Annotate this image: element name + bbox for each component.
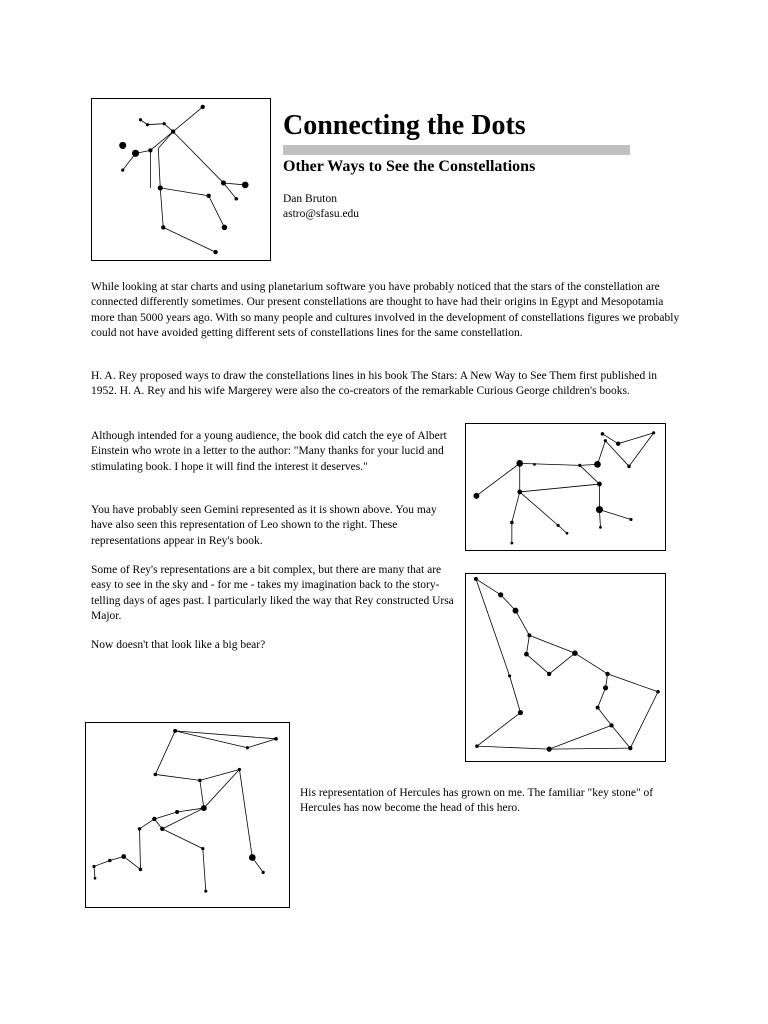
- page-title: Connecting the Dots: [283, 110, 526, 141]
- paragraph-gemini-leo: You have probably seen Gemini represented as it is shown above. You may have also seen this representation of Leo shown to the right. These representations appear in Rey's book.: [91, 504, 437, 547]
- paragraph-ursa-major: Some of Rey's representations are a bit complex, but there are many that are easy to see in the sky and - for me - takes my imagination back to the story-telling days of ages past. I particularly liked the way that Rey constructed Ursa Major.: [91, 564, 454, 623]
- author-name: Dan Bruton: [283, 193, 337, 205]
- author-email: astro@sfasu.edu: [283, 208, 360, 220]
- leo-figure: [465, 423, 666, 551]
- paragraph-intro: While looking at star charts and using planetarium software you have probably noticed that the stars of the constellation are connected differently sometimes. Our present constellations are thought to have had their origins in Egypt and Mesopotamia more than 5000 years ago. With so many people and cultures involved in the development of constellations figures we probably could not have avoided getting different sets of constellations lines for the same constellation.: [91, 281, 680, 340]
- title-underline-bar: [283, 145, 630, 155]
- paragraph-hercules: His representation of Hercules has grown on me. The familiar "key stone" of Hercules has now become the head of this hero.: [300, 787, 654, 815]
- hercules-figure: [85, 722, 290, 908]
- paragraph-big-bear: Now doesn't that look like a big bear?: [91, 639, 266, 651]
- paragraph-rey-book: H. A. Rey proposed ways to draw the constellations lines in his book The Stars: A New Way to See Them first published in 1952. H. A. Rey and his wife Margerey were also the co-creators of the remarkable Curious George children's books.: [91, 370, 658, 398]
- hercules-constellation-diagram: [86, 723, 289, 907]
- page-subtitle: Other Ways to See the Constellations: [283, 158, 536, 175]
- ursa-major-constellation-diagram: [466, 574, 665, 761]
- paragraph-einstein: Although intended for a young audience, the book did catch the eye of Albert Einstein who wrote in a letter to the author: "Many thanks for your lucid and stimulating book. I hope it will find the interest it deserves.": [91, 430, 447, 473]
- gemini-constellation-diagram: [92, 99, 270, 260]
- ursa-major-figure: [465, 573, 666, 762]
- gemini-figure: [91, 98, 271, 261]
- leo-constellation-diagram: [466, 424, 665, 550]
